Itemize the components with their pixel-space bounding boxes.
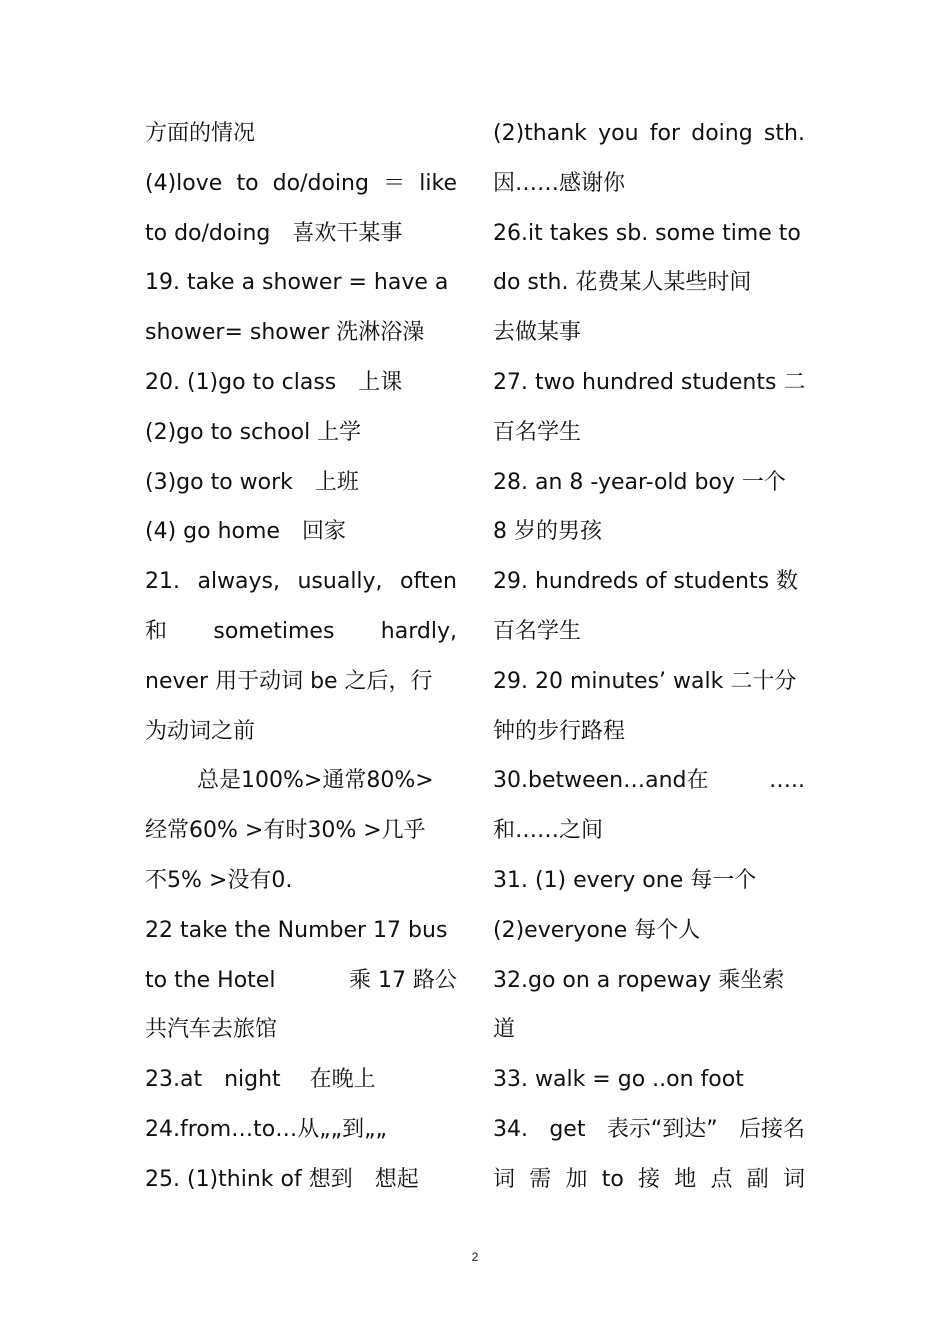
word: 乘 17 路公	[349, 967, 457, 993]
word: 后接名	[738, 1116, 805, 1142]
word: to	[236, 170, 259, 196]
text-line: 总是100%>通常80%>	[197, 768, 434, 794]
word: 词	[782, 1166, 805, 1192]
word: get	[549, 1116, 586, 1142]
word: like	[419, 170, 457, 196]
word: 30.between…and在	[493, 768, 709, 794]
word: sth.	[763, 121, 805, 146]
word: 和	[145, 618, 168, 644]
text-line: 去做某事	[493, 320, 582, 346]
text-line: (3)go to work 上班	[145, 469, 359, 495]
text-line: 31. (1) every one 每一个	[493, 867, 757, 893]
text-line: 33. walk = go ..on foot	[493, 1067, 744, 1093]
word: to the Hotel	[145, 967, 276, 993]
text-line	[493, 756, 805, 806]
word: 词	[493, 1166, 516, 1192]
word: …..	[769, 768, 805, 794]
text-line: 百名学生	[493, 419, 582, 445]
word: you	[598, 121, 639, 146]
text-line: 和……之间	[493, 818, 604, 844]
text-line	[493, 109, 805, 159]
text-line: 百名学生	[493, 618, 582, 644]
text-line: 19. take a shower = have a	[145, 270, 449, 296]
text-line: 23.at night 在晚上	[145, 1067, 376, 1093]
word: (4)love	[145, 170, 223, 196]
word: 34.	[493, 1116, 528, 1142]
word: 21.	[145, 569, 180, 595]
word: (2)thank	[493, 121, 587, 146]
text-line: 24.from…to…从„„到„„	[145, 1116, 387, 1142]
left-column	[145, 109, 457, 1205]
word: hardly,	[380, 618, 457, 644]
text-line: 20. (1)go to class 上课	[145, 369, 403, 395]
text-line: 因……感谢你	[493, 170, 626, 196]
text-line: (2)everyone 每个人	[493, 917, 701, 943]
word: 点	[710, 1166, 733, 1192]
word: 地	[674, 1166, 697, 1192]
text-line: 钟的步行路程	[493, 718, 626, 744]
text-line: 经常60% >有时30% >几乎	[145, 818, 426, 844]
text-line: shower= shower 洗淋浴澡	[145, 320, 425, 346]
word: always,	[197, 569, 281, 595]
word: usually,	[297, 569, 383, 595]
word: do/doing	[272, 170, 369, 196]
word: sometimes	[213, 618, 335, 644]
word: ＝	[383, 170, 406, 196]
text-line: 28. an 8 -year-old boy 一个	[493, 469, 786, 495]
word: for	[649, 121, 681, 146]
word: 表示“到达”	[606, 1116, 718, 1142]
right-column	[493, 109, 805, 1205]
text-line: 共汽车去旅馆	[145, 1017, 278, 1043]
text-line: 方面的情况	[145, 121, 256, 146]
word: 副	[746, 1166, 769, 1192]
text-line: 29. 20 minutes’ walk 二十分	[493, 668, 797, 694]
text-line: 29. hundreds of students 数	[493, 569, 799, 595]
text-line: 22 take the Number 17 bus	[145, 917, 448, 943]
text-line: to do/doing 喜欢干某事	[145, 220, 403, 246]
text-line	[145, 956, 457, 1006]
text-line: 26.it takes sb. some time to	[493, 220, 801, 246]
text-line: do sth. 花费某人某些时间	[493, 270, 752, 296]
text-line	[493, 1105, 805, 1155]
text-line: never 用于动词 be 之后，行	[145, 668, 433, 694]
page-number: 2	[471, 1250, 479, 1264]
text-line: 不5% >没有0.	[145, 867, 293, 893]
text-line: 25. (1)think of 想到 想起	[145, 1166, 419, 1192]
text-line	[493, 1155, 805, 1205]
text-line: 32.go on a ropeway 乘坐索	[493, 967, 785, 993]
text-line: 8 岁的男孩	[493, 519, 602, 545]
text-line: 为动词之前	[145, 718, 256, 744]
text-line: (2)go to school 上学	[145, 419, 362, 445]
text-line	[145, 607, 457, 657]
text-line	[145, 159, 457, 209]
text-line: 27. two hundred students 二	[493, 369, 805, 395]
text-line: (4) go home 回家	[145, 519, 346, 545]
word: to	[601, 1166, 624, 1192]
word: 接	[638, 1166, 661, 1192]
word: 加	[565, 1166, 588, 1192]
text-line: 道	[493, 1017, 516, 1043]
word: doing	[691, 121, 753, 146]
word: often	[400, 569, 457, 595]
word: 需	[529, 1166, 552, 1192]
text-line	[145, 557, 457, 607]
